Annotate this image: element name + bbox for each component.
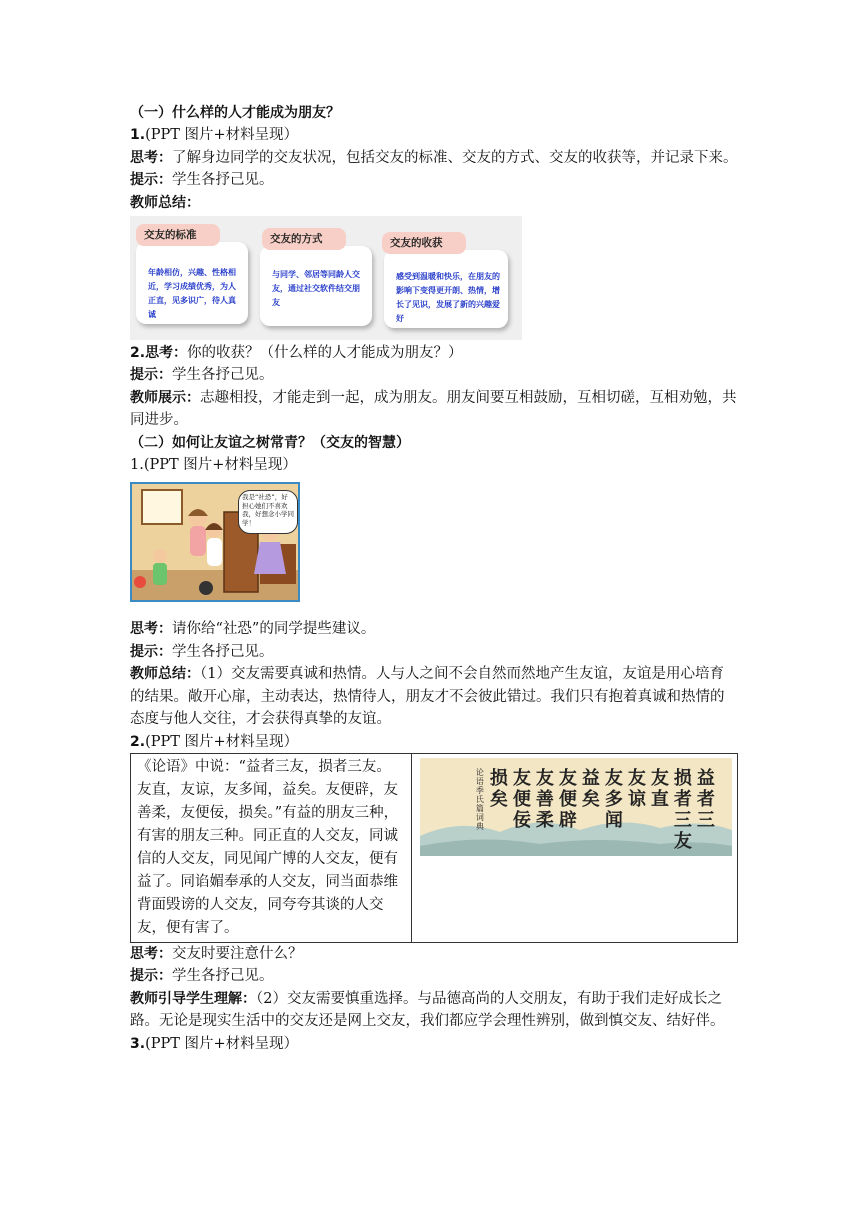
section2-title: （二）如何让友谊之树常青？（交友的智慧） xyxy=(130,434,410,451)
section1-title: （一）什么样的人才能成为朋友？ xyxy=(130,105,340,121)
sec2-think2-line: 思考：交友时要注意什么？ xyxy=(130,945,303,962)
sec2-teacher-summary: 教师总结：（1）交友需要真诚和热情。人与人之间不会自然而然地产生友谊，友谊是用心培育的结果。敞开心扉，主动表达，热情待人，朋友才不会彼此错过。我们只有抱着真诚和热情的态度与他人交往，才会获得真挚的友谊。 xyxy=(130,666,725,728)
calligraphy-signature: 论语季氏篇词典 xyxy=(475,767,484,831)
calligraphy-cell xyxy=(411,753,737,942)
sec2-hint2-line: 提示：学生各抒己见。 xyxy=(130,968,274,985)
quote-cell xyxy=(131,753,412,942)
card-method: 与同学、邻居等同龄人交友，通过社交软件结交朋友 xyxy=(260,246,372,326)
card-standard: 年龄相仿，兴趣、性格相近，学习成绩优秀，为人正直，见多识广，待人真诚 xyxy=(136,242,248,324)
calligraphy-column: 友善柔 xyxy=(535,767,554,831)
calligraphy-columns xyxy=(474,768,716,852)
calligraphy-column: 友便佞 xyxy=(512,767,531,831)
calligraphy-column: 友便辟 xyxy=(558,767,577,831)
calligraphy-scroll xyxy=(420,758,732,856)
quote-text: 《论语》中说：“益者三友，损者三友。友直，友谅，友多闻，益矣。友便辟，友善柔，友便佞，损矣。”有益的朋友三种，有害的朋友三种。同正直的人交友，同诚信的人交友，同见闻广博的人交友，便有益了。同谄媚奉承的人交友，同当面恭维背面毁谤的人交友，同夸夸其谈的人交友，便有害了。 xyxy=(137,758,399,936)
calligraphy-column: 益者三 xyxy=(696,767,715,831)
card-gain: 感受到温暖和快乐，在朋友的影响下变得更开朗、热情，增长了见识，发展了新的兴趣爱好 xyxy=(384,250,508,328)
calligraphy-column: 友谅 xyxy=(627,767,646,810)
calligraphy-column: 友直 xyxy=(650,767,669,810)
speech-bubble-text: 我是“社恐”，好担心她们不喜欢我，好想念小学同学！ xyxy=(242,493,294,527)
card-method-title: 交友的方式 xyxy=(262,228,346,250)
card-gain-title: 交友的收获 xyxy=(382,232,466,254)
calligraphy-column: 友多闻 xyxy=(604,767,623,831)
sec2-think-line: 思考：请你给“社恐”的同学提些建议。 xyxy=(130,621,376,638)
friendship-summary-graphic xyxy=(130,216,522,340)
teacher-show-paragraph: 教师展示：志趣相投，才能走到一起，成为朋友。朋友间要互相鼓励，互相切磋，互相劝勉，共同进步。 xyxy=(130,389,737,429)
sec2-item1: 1.(PPT 图片+材料呈现） xyxy=(130,457,297,474)
hint-line: 提示：学生各抒己见。 xyxy=(130,172,274,189)
item1: 1.(PPT 图片+材料呈现） xyxy=(130,127,299,144)
calligraphy-column: 益矣 xyxy=(581,767,600,810)
sec2-item3: 3.(PPT 图片+材料呈现） xyxy=(130,1035,299,1052)
sec2-hint-line: 提示：学生各抒己见。 xyxy=(130,643,274,660)
think-paragraph: 思考：了解身边同学的交友状况，包括交友的标准、交友的方式、交友的收获等，并记录下来。 xyxy=(130,149,738,166)
teacher-summary-label: 教师总结： xyxy=(130,194,200,211)
card-standard-title: 交友的标准 xyxy=(136,224,220,246)
sec2-item2: 2.(PPT 图片+材料呈现） xyxy=(130,733,299,750)
social-anxiety-comic xyxy=(130,482,300,602)
document-page xyxy=(130,102,738,1055)
calligraphy-column: 损矣 xyxy=(489,767,508,810)
hint-line-2: 提示：学生各抒己见。 xyxy=(130,367,274,384)
analects-table xyxy=(130,753,738,943)
sec2-guide-paragraph: 教师引导学生理解：（2）交友需要慎重选择。与品德高尚的人交朋友，有助于我们走好成长之路。无论是现实生活中的交友还是网上交友，我们都应学会理性辨别，做到慎交友、结好伴。 xyxy=(130,990,725,1030)
item2: 2.思考：你的收获？（什么样的人才能成为朋友？） xyxy=(130,345,463,362)
calligraphy-column: 损者三友 xyxy=(673,767,692,852)
